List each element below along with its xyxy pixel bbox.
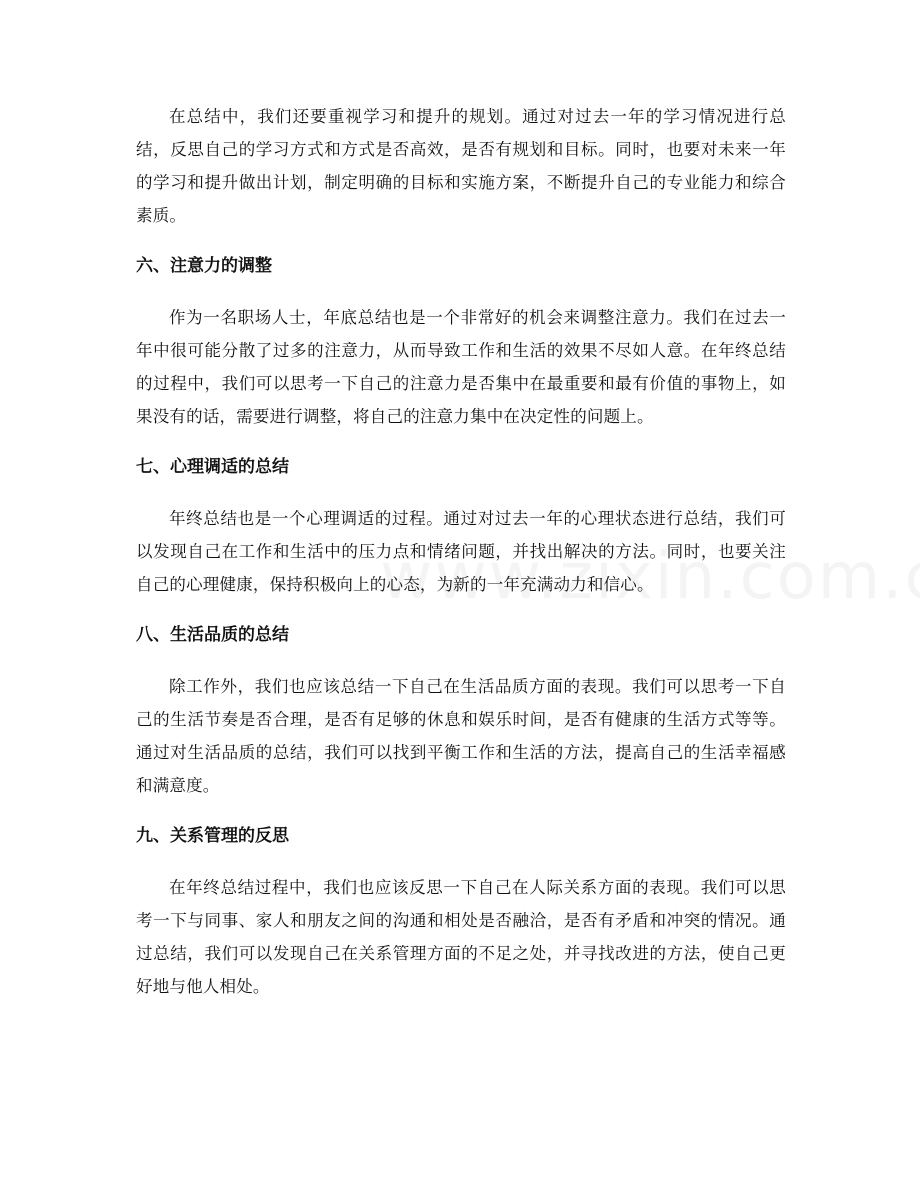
heading-psychology: 七、心理调适的总结 [136,457,289,477]
paragraph-relationships: 在年终总结过程中，我们也应该反思一下自己在人际关系方面的表现。我们可以思考一下与同事、家人和朋友之间的沟通和相处是否融洽，是否有矛盾和冲突的情况。通过总结，我们可以发现自己在关系管理方面的不足之处，并寻找改进的方法，使自己更好地与他人相处。 [136,878,786,996]
document-body [136,100,786,1003]
heading-relationships: 九、关系管理的反思 [136,826,289,846]
paragraph-attention: 作为一名职场人士，年底总结也是一个非常好的机会来调整注意力。我们在过去一年中很可能分散了过多的注意力，从而导致工作和生活的效果不尽如人意。在年终总结的过程中，我们可以思考一下自己的注意力是否集中在最重要和最有价值的事物上，如果没有的话，需要进行调整，将自己的注意力集中在决定性的问题上。 [136,308,786,426]
heading-attention: 六、注意力的调整 [136,256,272,276]
heading-life-quality: 八、生活品质的总结 [136,625,289,645]
paragraph-life-quality: 除工作外，我们也应该总结一下自己在生活品质方面的表现。我们可以思考一下自己的生活节奏是否合理，是否有足够的休息和娱乐时间，是否有健康的生活方式等等。通过对生活品质的总结，我们可以找到平衡工作和生活的方法，提高自己的生活幸福感和满意度。 [136,677,786,795]
paragraph-psychology: 年终总结也是一个心理调适的过程。通过对过去一年的心理状态进行总结，我们可以发现自己在工作和生活中的压力点和情绪问题，并找出解决的方法。同时，也要关注自己的心理健康，保持积极向上的心态，为新的一年充满动力和信心。 [136,509,786,594]
paragraph-learning-plan: 在总结中，我们还要重视学习和提升的规划。通过对过去一年的学习情况进行总结，反思自己的学习方式和方式是否高效，是否有规划和目标。同时，也要对未来一年的学习和提升做出计划，制定明确的目标和实施方案，不断提升自己的专业能力和综合素质。 [136,107,786,225]
